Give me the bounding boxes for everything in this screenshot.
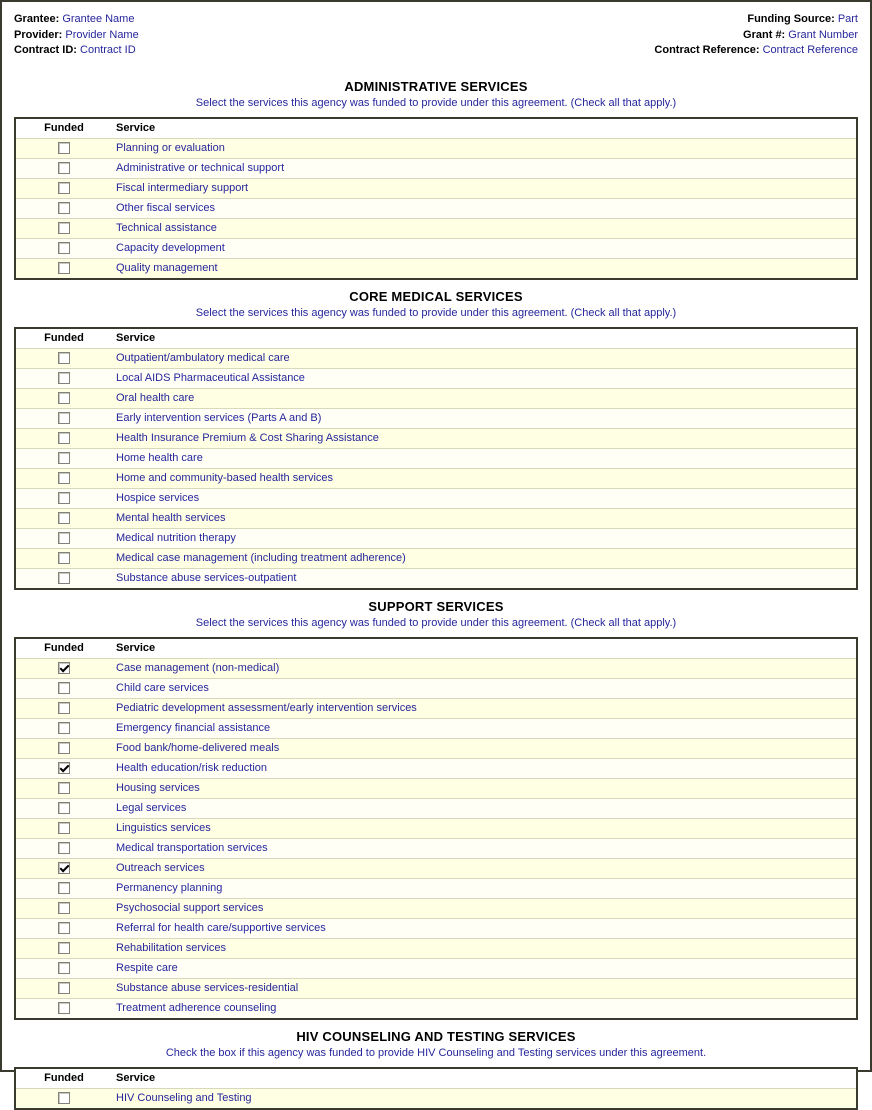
service-row xyxy=(15,468,857,488)
service-cell xyxy=(112,568,857,589)
services-table xyxy=(14,117,858,280)
service-cell xyxy=(112,978,857,998)
service-row xyxy=(15,568,857,589)
service-row xyxy=(15,958,857,978)
service-cell xyxy=(112,818,857,838)
funded-cell xyxy=(15,408,112,428)
services-table xyxy=(14,327,858,590)
funded-cell xyxy=(15,678,112,698)
section-subtitle: Check the box if this agency was funded to provide HIV Counseling and Testing services under this agreement. xyxy=(165,1046,707,1059)
section-title: SUPPORT SERVICES xyxy=(368,598,504,614)
funded-checkbox[interactable] xyxy=(58,242,70,254)
services-table xyxy=(14,637,858,1020)
service-label: Outpatient/ambulatory medical care xyxy=(116,352,290,364)
service-row xyxy=(15,488,857,508)
grant-number-value: Grant Number xyxy=(788,28,858,41)
table-header-row xyxy=(15,328,857,349)
funded-cell xyxy=(15,508,112,528)
section-subtitle: Select the services this agency was funded to provide under this agreement. (Check all that apply.) xyxy=(195,96,677,109)
service-row xyxy=(15,1088,857,1109)
funded-checkbox[interactable] xyxy=(58,552,70,564)
service-cell xyxy=(112,488,857,508)
funded-cell xyxy=(15,468,112,488)
service-label: Pediatric development assessment/early intervention services xyxy=(116,702,417,714)
service-row xyxy=(15,918,857,938)
funded-checkbox[interactable] xyxy=(58,222,70,234)
funding-source-label: Funding Source: xyxy=(747,13,835,25)
funded-cell xyxy=(15,528,112,548)
funded-checkbox[interactable] xyxy=(58,822,70,834)
service-row xyxy=(15,778,857,798)
funded-cell xyxy=(15,348,112,368)
service-cell xyxy=(112,778,857,798)
service-row xyxy=(15,798,857,818)
service-label: Home and community-based health services xyxy=(116,472,334,484)
funded-checkbox[interactable] xyxy=(58,352,70,364)
funded-checkbox[interactable] xyxy=(58,372,70,384)
service-label: Emergency financial assistance xyxy=(116,722,271,734)
section-title: CORE MEDICAL SERVICES xyxy=(349,288,523,304)
funded-cell xyxy=(15,548,112,568)
service-label: Technical assistance xyxy=(116,222,217,234)
service-label: Substance abuse services-residential xyxy=(116,982,299,994)
service-cell xyxy=(112,548,857,568)
funding-source-value: Part xyxy=(837,13,858,25)
funded-checkbox[interactable] xyxy=(58,182,70,194)
service-cell xyxy=(112,218,857,238)
service-row xyxy=(15,218,857,238)
service-row xyxy=(15,158,857,178)
service-row xyxy=(15,448,857,468)
funded-checkbox[interactable] xyxy=(58,882,70,894)
funded-cell xyxy=(15,838,112,858)
service-label: Oral health care xyxy=(116,392,195,404)
funded-cell xyxy=(15,158,112,178)
service-label: Medical nutrition therapy xyxy=(116,532,236,544)
column-header-funded: Funded xyxy=(15,638,112,659)
contract-id-field xyxy=(14,43,139,59)
service-row xyxy=(15,978,857,998)
service-cell xyxy=(112,368,857,388)
service-row xyxy=(15,898,857,918)
funded-checkbox[interactable] xyxy=(58,742,70,754)
funded-cell xyxy=(15,958,112,978)
service-label: Home health care xyxy=(116,452,203,464)
service-label: Quality management xyxy=(116,262,218,274)
funded-cell xyxy=(15,238,112,258)
service-section xyxy=(14,1029,858,1110)
grantee-value: Grantee Name xyxy=(62,13,135,25)
service-cell xyxy=(112,898,857,918)
funded-cell xyxy=(15,778,112,798)
service-label: Psychosocial support services xyxy=(116,902,264,914)
service-cell xyxy=(112,678,857,698)
funded-cell xyxy=(15,428,112,448)
service-cell xyxy=(112,348,857,368)
service-row xyxy=(15,138,857,158)
funded-cell xyxy=(15,798,112,818)
funded-checkbox[interactable] xyxy=(58,682,70,694)
service-label: Referral for health care/supportive services xyxy=(116,922,326,934)
service-cell xyxy=(112,698,857,718)
service-cell xyxy=(112,738,857,758)
contract-id-value: Contract ID xyxy=(80,44,136,56)
funded-cell xyxy=(15,1088,112,1109)
service-section xyxy=(14,289,858,590)
service-cell xyxy=(112,758,857,778)
funded-checkbox[interactable] xyxy=(58,572,70,584)
funded-cell xyxy=(15,938,112,958)
service-row xyxy=(15,678,857,698)
service-row xyxy=(15,878,857,898)
funded-checkbox[interactable] xyxy=(58,1092,70,1104)
provider-value: Provider Name xyxy=(65,28,139,41)
funded-checkbox[interactable] xyxy=(58,452,70,464)
service-row xyxy=(15,838,857,858)
service-cell xyxy=(112,1088,857,1109)
provider-field xyxy=(14,28,139,44)
service-cell xyxy=(112,918,857,938)
service-row xyxy=(15,238,857,258)
funded-cell xyxy=(15,898,112,918)
funded-cell xyxy=(15,198,112,218)
header-left xyxy=(14,12,139,59)
service-row xyxy=(15,198,857,218)
provider-label: Provider: xyxy=(14,28,63,41)
service-row xyxy=(15,528,857,548)
service-label: Food bank/home-delivered meals xyxy=(116,742,280,754)
funded-checkbox[interactable] xyxy=(58,782,70,794)
service-cell xyxy=(112,238,857,258)
service-row xyxy=(15,258,857,279)
service-section xyxy=(14,79,858,280)
column-header-funded: Funded xyxy=(15,1068,112,1089)
service-label: Treatment adherence counseling xyxy=(116,1002,277,1014)
service-label: Legal services xyxy=(116,802,187,814)
service-label: Local AIDS Pharmaceutical Assistance xyxy=(116,372,305,384)
service-label: Planning or evaluation xyxy=(116,142,225,154)
service-row xyxy=(15,368,857,388)
funded-checkbox[interactable] xyxy=(58,432,70,444)
grantee-label: Grantee: xyxy=(14,13,60,25)
funded-cell xyxy=(15,388,112,408)
column-header-funded: Funded xyxy=(15,118,112,139)
service-sections xyxy=(14,79,858,1110)
funded-checkbox[interactable] xyxy=(58,142,70,154)
service-label: Linguistics services xyxy=(116,822,211,834)
service-row xyxy=(15,178,857,198)
funded-cell xyxy=(15,448,112,468)
service-row xyxy=(15,348,857,368)
service-label: Medical transportation services xyxy=(116,842,268,854)
funded-checkbox[interactable] xyxy=(58,702,70,714)
funded-cell xyxy=(15,218,112,238)
service-cell xyxy=(112,798,857,818)
funded-checkbox[interactable] xyxy=(58,532,70,544)
grant-number-field xyxy=(654,28,858,44)
service-label: Housing services xyxy=(116,782,200,794)
funded-checkbox[interactable] xyxy=(58,262,70,274)
funded-cell xyxy=(15,258,112,279)
service-row xyxy=(15,858,857,878)
funded-checkbox[interactable] xyxy=(58,392,70,404)
service-row xyxy=(15,738,857,758)
service-label: Administrative or technical support xyxy=(116,162,285,174)
funded-cell xyxy=(15,998,112,1019)
service-row xyxy=(15,758,857,778)
funded-checkbox[interactable] xyxy=(58,982,70,994)
service-label: Mental health services xyxy=(116,512,226,524)
service-cell xyxy=(112,388,857,408)
service-cell xyxy=(112,878,857,898)
service-label: Child care services xyxy=(116,682,209,694)
funded-cell xyxy=(15,758,112,778)
service-label: Outreach services xyxy=(116,862,205,874)
service-cell xyxy=(112,718,857,738)
column-header-service: Service xyxy=(112,638,857,659)
funded-checkbox[interactable] xyxy=(58,662,70,674)
section-subtitle: Select the services this agency was funded to provide under this agreement. (Check all that apply.) xyxy=(195,616,677,629)
service-label: Medical case management (including treatment adherence) xyxy=(116,552,406,564)
funded-checkbox[interactable] xyxy=(58,922,70,934)
funded-cell xyxy=(15,818,112,838)
service-row xyxy=(15,548,857,568)
funded-checkbox[interactable] xyxy=(58,472,70,484)
service-cell xyxy=(112,138,857,158)
funded-cell xyxy=(15,738,112,758)
funded-cell xyxy=(15,858,112,878)
funded-cell xyxy=(15,698,112,718)
funded-cell xyxy=(15,658,112,678)
funded-checkbox[interactable] xyxy=(58,902,70,914)
header-right xyxy=(654,12,858,59)
service-label: Substance abuse services-outpatient xyxy=(116,572,297,584)
service-label: Permanency planning xyxy=(116,882,223,894)
funded-cell xyxy=(15,368,112,388)
service-label: Hospice services xyxy=(116,492,200,504)
funded-cell xyxy=(15,718,112,738)
funded-cell xyxy=(15,138,112,158)
funded-checkbox[interactable] xyxy=(58,162,70,174)
service-cell xyxy=(112,258,857,279)
funded-cell xyxy=(15,178,112,198)
table-header-row xyxy=(15,118,857,139)
service-row xyxy=(15,998,857,1019)
column-header-service: Service xyxy=(112,328,857,349)
service-label: Early intervention services (Parts A and B) xyxy=(116,412,322,424)
service-cell xyxy=(112,448,857,468)
service-cell xyxy=(112,998,857,1019)
funded-cell xyxy=(15,978,112,998)
service-label: Other fiscal services xyxy=(116,202,216,214)
grant-number-label: Grant #: xyxy=(743,28,786,41)
service-cell xyxy=(112,428,857,448)
service-row xyxy=(15,818,857,838)
service-cell xyxy=(112,958,857,978)
service-cell xyxy=(112,508,857,528)
service-cell xyxy=(112,938,857,958)
service-cell xyxy=(112,158,857,178)
services-table xyxy=(14,1067,858,1110)
service-cell xyxy=(112,198,857,218)
section-title: HIV COUNSELING AND TESTING SERVICES xyxy=(296,1028,576,1044)
funded-checkbox[interactable] xyxy=(58,802,70,814)
service-row xyxy=(15,718,857,738)
funded-checkbox[interactable] xyxy=(58,762,70,774)
contract-reference-label: Contract Reference: xyxy=(654,44,760,56)
funding-source-field xyxy=(654,12,858,28)
service-row xyxy=(15,658,857,678)
table-header-row xyxy=(15,1068,857,1089)
service-section xyxy=(14,599,858,1020)
contract-reference-value: Contract Reference xyxy=(762,44,858,56)
contract-reference-field xyxy=(654,43,858,59)
funded-checkbox[interactable] xyxy=(58,492,70,504)
service-row xyxy=(15,938,857,958)
funded-checkbox[interactable] xyxy=(58,862,70,874)
service-label: Case management (non-medical) xyxy=(116,662,280,674)
funded-cell xyxy=(15,878,112,898)
service-row xyxy=(15,408,857,428)
service-row xyxy=(15,428,857,448)
funded-cell xyxy=(15,568,112,589)
funded-checkbox[interactable] xyxy=(58,1002,70,1014)
service-label: Health Insurance Premium & Cost Sharing Assistance xyxy=(116,432,379,444)
service-row xyxy=(15,698,857,718)
funded-checkbox[interactable] xyxy=(58,842,70,854)
funded-checkbox[interactable] xyxy=(58,942,70,954)
service-cell xyxy=(112,658,857,678)
table-header-row xyxy=(15,638,857,659)
service-row xyxy=(15,388,857,408)
service-label: HIV Counseling and Testing xyxy=(116,1092,252,1104)
funded-checkbox[interactable] xyxy=(58,512,70,524)
contract-id-label: Contract ID: xyxy=(14,44,77,56)
contract-header xyxy=(14,12,858,59)
service-cell xyxy=(112,838,857,858)
service-cell xyxy=(112,408,857,428)
funded-checkbox[interactable] xyxy=(58,202,70,214)
column-header-service: Service xyxy=(112,1068,857,1089)
service-cell xyxy=(112,858,857,878)
funded-checkbox[interactable] xyxy=(58,722,70,734)
service-cell xyxy=(112,528,857,548)
grantee-field xyxy=(14,12,139,28)
service-label: Respite care xyxy=(116,962,178,974)
service-cell xyxy=(112,178,857,198)
service-row xyxy=(15,508,857,528)
column-header-funded: Funded xyxy=(15,328,112,349)
funded-checkbox[interactable] xyxy=(58,412,70,424)
service-label: Capacity development xyxy=(116,242,225,254)
funded-cell xyxy=(15,918,112,938)
column-header-service: Service xyxy=(112,118,857,139)
section-title: ADMINISTRATIVE SERVICES xyxy=(344,78,528,94)
section-subtitle: Select the services this agency was funded to provide under this agreement. (Check all that apply.) xyxy=(195,306,677,319)
service-label: Rehabilitation services xyxy=(116,942,227,954)
service-label: Fiscal intermediary support xyxy=(116,182,249,194)
funded-checkbox[interactable] xyxy=(58,962,70,974)
funded-cell xyxy=(15,488,112,508)
service-cell xyxy=(112,468,857,488)
service-label: Health education/risk reduction xyxy=(116,762,268,774)
